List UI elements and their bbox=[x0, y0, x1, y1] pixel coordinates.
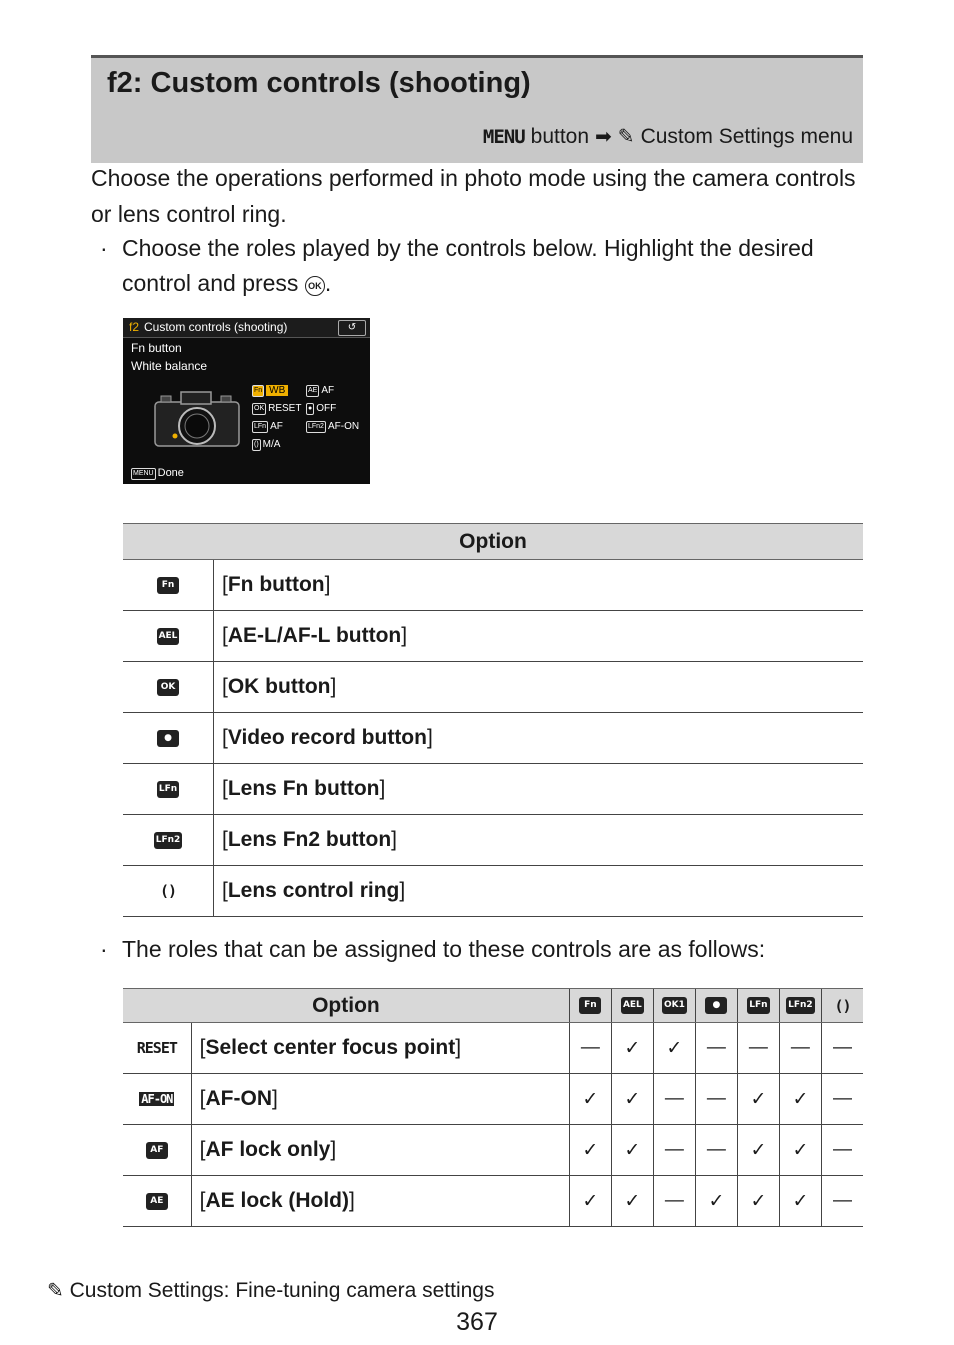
lens-fn-icon: LFn bbox=[747, 997, 769, 1014]
cell-value: ✓ bbox=[737, 1125, 779, 1176]
option-label: Fn button bbox=[227, 573, 325, 596]
section-title: f2: Custom controls (shooting) bbox=[107, 67, 531, 99]
option-label: Video record button bbox=[227, 726, 427, 749]
done-hint bbox=[131, 467, 184, 480]
grid-cell-ring[interactable] bbox=[252, 438, 280, 452]
screen-control-name: Fn button bbox=[131, 341, 182, 355]
table-row: LFn2 [Lens Fn2 button] bbox=[123, 815, 863, 866]
option-label: Lens Fn2 button bbox=[227, 828, 392, 851]
menu-chip: MENU bbox=[131, 468, 156, 480]
menu-button-label: MENU bbox=[482, 125, 525, 148]
table-row: LFn [Lens Fn button] bbox=[123, 764, 863, 815]
cell-value: — bbox=[779, 1023, 821, 1074]
cell-value: — bbox=[821, 1176, 863, 1227]
role-label: Select center focus point bbox=[205, 1036, 456, 1059]
ok-button-icon: OK bbox=[157, 679, 179, 696]
menu-path bbox=[483, 124, 853, 149]
table-row: AEL [AE-L/AF-L button] bbox=[123, 611, 863, 662]
table-row: Fn [Fn button] bbox=[123, 560, 863, 611]
bullet-dot: · bbox=[100, 936, 108, 962]
table-row: () [Lens control ring] bbox=[123, 866, 863, 917]
cell-value: ✓ bbox=[779, 1074, 821, 1125]
option-label: Lens Fn button bbox=[227, 777, 380, 800]
controls-table-header: Option bbox=[123, 524, 863, 560]
cell-value: ✓ bbox=[779, 1125, 821, 1176]
grid-value: AF bbox=[270, 421, 283, 432]
table-row: RESET [Select center focus point] — ✓ ✓ — — — — bbox=[123, 1023, 863, 1074]
option-label: OK button bbox=[227, 675, 331, 698]
button-word: button bbox=[530, 124, 590, 148]
table-row: ● [Video record button] bbox=[123, 713, 863, 764]
role-label: AF lock only bbox=[205, 1138, 331, 1161]
af-lock-icon: AF bbox=[146, 1142, 168, 1159]
grid-value: OFF bbox=[316, 403, 337, 414]
cell-value: ✓ bbox=[653, 1023, 695, 1074]
ae-l-af-l-icon: AEL bbox=[621, 997, 644, 1014]
cell-value: — bbox=[821, 1125, 863, 1176]
grid-chip: OK bbox=[252, 403, 266, 415]
cell-value: ✓ bbox=[737, 1176, 779, 1227]
footer-link[interactable] bbox=[47, 1278, 494, 1303]
bullet-roles bbox=[100, 932, 860, 967]
grid-cell-lfn[interactable] bbox=[252, 420, 283, 434]
camera-body-icon bbox=[151, 388, 243, 450]
cell-value: — bbox=[695, 1074, 737, 1125]
cell-value: — bbox=[653, 1074, 695, 1125]
grid-value: WB bbox=[266, 385, 288, 396]
cell-value: ✓ bbox=[611, 1125, 653, 1176]
table-row: AE [AE lock (Hold)] ✓ ✓ — ✓ ✓ ✓ — bbox=[123, 1176, 863, 1227]
grid-value: RESET bbox=[268, 403, 302, 414]
lens-fn2-icon: LFn2 bbox=[786, 997, 815, 1014]
grid-cell-video[interactable] bbox=[306, 402, 336, 416]
bullet-period: . bbox=[324, 270, 332, 296]
cell-value: — bbox=[653, 1125, 695, 1176]
bullet-text: Choose the roles played by the controls below. Highlight the desired control and press bbox=[122, 235, 814, 296]
grid-chip: AE bbox=[306, 385, 319, 397]
arrow-right-icon: ➡ bbox=[595, 126, 612, 148]
pencil-icon: ✎ bbox=[617, 126, 635, 148]
roles-table bbox=[123, 988, 863, 1227]
bullet-text: The roles that can be assigned to these controls are as follows: bbox=[122, 936, 766, 962]
ok-button-icon: OK1 bbox=[662, 997, 687, 1014]
cell-value: — bbox=[821, 1023, 863, 1074]
screen-control-role: White balance bbox=[131, 359, 208, 373]
grid-cell-ael[interactable] bbox=[306, 384, 334, 398]
reset-icon: RESET bbox=[136, 1039, 177, 1058]
cell-value: ✓ bbox=[611, 1074, 653, 1125]
cell-value: — bbox=[737, 1023, 779, 1074]
grid-cell-lfn2[interactable] bbox=[306, 420, 359, 434]
grid-chip: () bbox=[252, 439, 261, 451]
cell-value: — bbox=[821, 1074, 863, 1125]
video-record-icon: ● bbox=[157, 730, 179, 747]
role-label: AF-ON bbox=[205, 1087, 272, 1110]
back-icon[interactable]: ↺ bbox=[338, 320, 366, 336]
controls-table bbox=[123, 523, 863, 917]
option-label: Lens control ring bbox=[227, 879, 400, 902]
camera-screen bbox=[123, 318, 370, 484]
video-record-icon: ● bbox=[705, 997, 727, 1014]
cell-value: ✓ bbox=[737, 1074, 779, 1125]
screen-menu-number: f2 bbox=[129, 320, 140, 334]
lens-fn-icon: LFn bbox=[157, 781, 179, 798]
ok-button-icon: OK bbox=[305, 276, 325, 296]
page-number: 367 bbox=[456, 1308, 498, 1336]
grid-chip: LFn2 bbox=[306, 421, 326, 433]
grid-cell-ok[interactable] bbox=[252, 402, 301, 416]
cell-value: — bbox=[695, 1023, 737, 1074]
footer-text: Custom Settings: Fine-tuning camera settings bbox=[69, 1279, 495, 1302]
menu-name: Custom Settings menu bbox=[640, 124, 853, 148]
grid-chip: ● bbox=[306, 403, 314, 415]
cell-value: ✓ bbox=[569, 1074, 611, 1125]
lens-control-ring-icon: () bbox=[834, 996, 851, 1015]
cell-value: — bbox=[569, 1023, 611, 1074]
table-row: AF-ON [AF-ON] ✓ ✓ — — ✓ ✓ — bbox=[123, 1074, 863, 1125]
ae-lock-hold-icon: AE bbox=[146, 1193, 168, 1210]
ae-l-af-l-icon: AEL bbox=[157, 628, 180, 645]
grid-cell-fn[interactable] bbox=[252, 384, 288, 398]
bullet-choose-roles bbox=[100, 231, 860, 301]
cell-value: — bbox=[653, 1176, 695, 1227]
af-on-icon: AF-ON bbox=[141, 1092, 173, 1107]
fn-button-icon: Fn bbox=[579, 997, 601, 1014]
table-row: OK [OK button] bbox=[123, 662, 863, 713]
option-label: AE-L/AF-L button bbox=[227, 624, 402, 647]
role-label: AE lock (Hold) bbox=[205, 1189, 350, 1212]
grid-chip: Fn bbox=[252, 385, 264, 397]
cell-value: ✓ bbox=[611, 1023, 653, 1074]
lens-control-ring-icon: () bbox=[159, 882, 177, 901]
intro-paragraph: Choose the operations performed in photo mode using the camera controls or lens control ring. bbox=[91, 165, 856, 227]
bullet-dot: · bbox=[100, 235, 108, 261]
table-row: AF [AF lock only] ✓ ✓ — — ✓ ✓ — bbox=[123, 1125, 863, 1176]
grid-chip: LFn bbox=[252, 421, 268, 433]
roles-table-header: Option bbox=[123, 989, 569, 1023]
cell-value: ✓ bbox=[611, 1176, 653, 1227]
cell-value: ✓ bbox=[569, 1176, 611, 1227]
section-header bbox=[91, 55, 863, 163]
fn-button-icon: Fn bbox=[157, 577, 179, 594]
cell-value: — bbox=[695, 1125, 737, 1176]
cell-value: ✓ bbox=[695, 1176, 737, 1227]
cell-value: ✓ bbox=[779, 1176, 821, 1227]
grid-value: M/A bbox=[262, 439, 281, 450]
pencil-icon: ✎ bbox=[47, 1280, 64, 1302]
screen-title: Custom controls (shooting) bbox=[144, 320, 288, 334]
cell-value: ✓ bbox=[569, 1125, 611, 1176]
grid-value: AF bbox=[321, 385, 335, 396]
lens-fn2-icon: LFn2 bbox=[154, 832, 183, 849]
screen-title-bar bbox=[123, 318, 370, 338]
done-label: Done bbox=[157, 467, 184, 479]
grid-value: AF-ON bbox=[327, 421, 360, 432]
